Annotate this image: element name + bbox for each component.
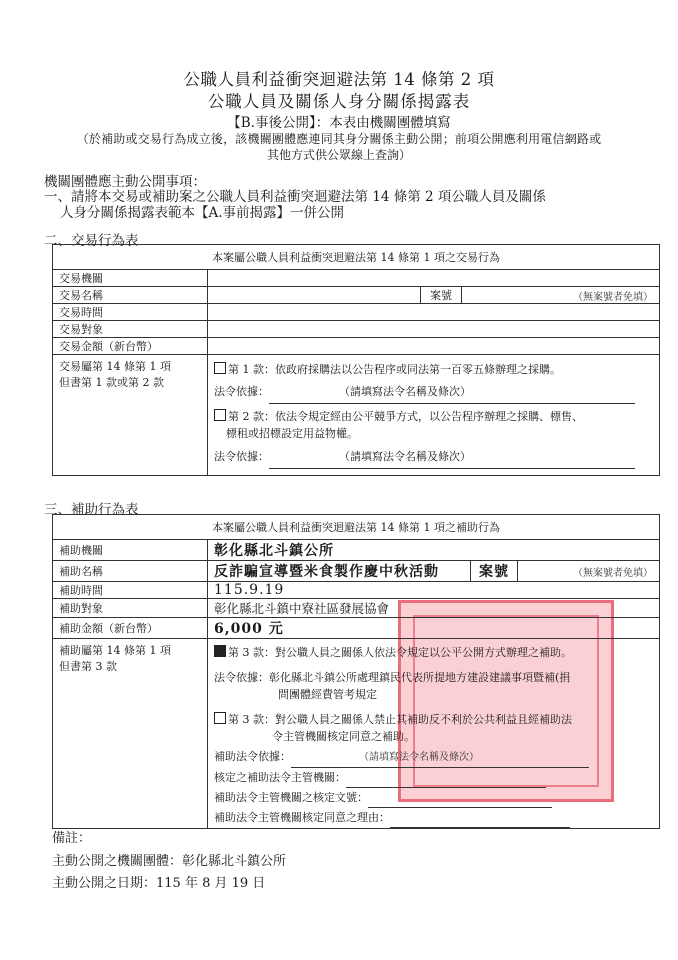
title-line-2: 公職人員及關係人身分關係揭露表 bbox=[207, 92, 471, 111]
value-subsidy-agency[interactable]: 彰化縣北斗鎮公所 bbox=[208, 540, 660, 561]
label-transaction-amount: 交易金額（新台幣） bbox=[53, 338, 208, 355]
label-transaction-target: 交易對象 bbox=[53, 321, 208, 338]
transaction-opt2-text-a: 第 2 款：依法令規定經由公平競爭方式，以公告程序辦理之採購、標售、 bbox=[228, 410, 583, 423]
label-transaction-time: 交易時間 bbox=[53, 304, 208, 321]
intro-item-1b: 人身分關係揭露表範本【A.事前揭露】一併公開 bbox=[60, 205, 345, 221]
value-transaction-name[interactable] bbox=[208, 287, 421, 304]
value-transaction-agency[interactable] bbox=[208, 270, 660, 287]
label-subsidy-amount: 補助金額（新台幣） bbox=[53, 618, 208, 639]
label-transaction-case-no: 案號 bbox=[421, 287, 462, 304]
checkbox-transaction-opt1[interactable] bbox=[214, 362, 226, 374]
subsidy-opt2-text-a: 第 3 款：對公職人員之關係人禁止其補助反不利於公共利益且經補助法 bbox=[228, 713, 572, 726]
subsidy-sub-reason-label: 補助法令主管機關核定同意之理由： bbox=[214, 811, 390, 824]
transaction-law-input-1[interactable] bbox=[269, 381, 635, 404]
notes-line-2: 主動公開之日期：115 年 8 月 19 日 bbox=[52, 876, 266, 891]
subsidy-sub-law-hint: （請填寫法令名稱及條次） bbox=[359, 752, 479, 763]
subsidy-sub-reason-input[interactable] bbox=[390, 808, 570, 828]
label-subsidy-belongs-1: 補助屬第 14 條第 1 項 bbox=[59, 644, 171, 657]
subsidy-law-label: 法令依據： bbox=[214, 671, 269, 684]
checkbox-subsidy-opt1[interactable] bbox=[214, 645, 226, 657]
value-transaction-amount[interactable] bbox=[208, 338, 660, 355]
notes-line-1: 主動公開之機關團體：彰化縣北斗鎮公所 bbox=[52, 854, 287, 869]
case-no-note: （無案號者免填） bbox=[573, 291, 653, 303]
notes-title: 備註： bbox=[52, 831, 92, 846]
value-transaction-time[interactable] bbox=[208, 304, 660, 321]
section-3-title: 三、補助行為表 bbox=[44, 502, 139, 518]
value-transaction-target[interactable] bbox=[208, 321, 660, 338]
transaction-law-hint-2: （請填寫法令名稱及條次） bbox=[339, 450, 471, 463]
subsidy-sub-law-input[interactable] bbox=[291, 748, 589, 768]
intro-heading: 機關團體應主動公開事項： bbox=[44, 174, 206, 190]
label-transaction-belongs-2: 但書第 1 款或第 2 款 bbox=[59, 376, 164, 389]
checkbox-transaction-opt2[interactable] bbox=[214, 409, 226, 421]
subsidy-opt1-text: 第 3 款：對公職人員之關係人依法令規定以公平公開方式辦理之補助。 bbox=[228, 646, 572, 659]
label-subsidy-time: 補助時間 bbox=[53, 582, 208, 599]
subsidy-sub-doc-label: 補助法令主管機關之核定文號： bbox=[214, 791, 368, 804]
header-note-2: 其他方式供公眾線上查詢） bbox=[266, 148, 411, 162]
transaction-law-label-2: 法令依據： bbox=[214, 450, 269, 463]
transaction-law-label-1: 法令依據： bbox=[214, 385, 269, 398]
label-subsidy-case-no: 案號 bbox=[471, 561, 518, 582]
transaction-opt2-text-b: 標租或招標設定用益物權。 bbox=[226, 427, 358, 440]
subsidy-table-header: 本案屬公職人員利益衝突迴避法第 14 條第 1 項之補助行為 bbox=[53, 515, 660, 540]
title-line-1: 公職人員利益衝突迴避法第 14 條第 2 項 bbox=[183, 70, 495, 89]
label-transaction-name: 交易名稱 bbox=[53, 287, 208, 304]
value-subsidy-time[interactable]: 115.9.19 bbox=[208, 582, 660, 599]
section-2-title: 二、交易行為表 bbox=[44, 233, 139, 249]
subsidy-sub-doc-input[interactable] bbox=[368, 788, 552, 808]
subsidy-sub-agency-label: 核定之補助法令主管機關： bbox=[214, 771, 346, 784]
label-transaction-belongs-1: 交易屬第 14 條第 1 項 bbox=[59, 360, 171, 373]
subsidy-opt2-text-b: 令主管機關核定同意之補助。 bbox=[272, 730, 415, 743]
title-line-3: 【B.事後公開】：本表由機關團體填寫 bbox=[227, 115, 451, 131]
value-subsidy-target[interactable]: 彰化縣北斗鎮中寮社區發展協會 bbox=[208, 599, 660, 618]
label-subsidy-target: 補助對象 bbox=[53, 599, 208, 618]
intro-item-1: 一、請將本交易或補助案之公職人員利益衝突迴避法第 14 條第 2 項公職人員及關係 bbox=[44, 189, 546, 205]
subsidy-sub-law-label: 補助法令依據： bbox=[214, 750, 291, 763]
subsidy-law-value-1[interactable]: 彰化縣北斗鎮公所處理鎮民代表所提地方建設建議事項暨補(捐 bbox=[269, 671, 571, 684]
checkbox-subsidy-opt2[interactable] bbox=[214, 712, 226, 724]
transaction-table-header: 本案屬公職人員利益衝突迴避法第 14 條第 1 項之交易行為 bbox=[53, 245, 660, 270]
label-subsidy-name: 補助名稱 bbox=[53, 561, 208, 582]
subsidy-sub-agency-input[interactable] bbox=[346, 768, 546, 788]
transaction-law-input-2[interactable] bbox=[269, 446, 635, 469]
label-subsidy-agency: 補助機關 bbox=[53, 540, 208, 561]
subsidy-case-no-note: （無案號者免填） bbox=[573, 567, 653, 579]
subsidy-law-value-2: 問團體經費管考規定 bbox=[278, 688, 377, 701]
label-subsidy-belongs-2: 但書第 3 款 bbox=[59, 660, 117, 673]
transaction-opt1-text: 第 1 款：依政府採購法以公告程序或同法第一百零五條辦理之採購。 bbox=[228, 363, 561, 376]
value-subsidy-name[interactable]: 反詐騙宣導暨米食製作慶中秋活動 bbox=[208, 561, 471, 582]
header-note-1: （於補助或交易行為成立後，該機關團體應連同其身分關係主動公開；前項公開應利用電信網路或 bbox=[76, 132, 602, 146]
subsidy-table bbox=[52, 514, 660, 829]
transaction-table bbox=[52, 244, 660, 476]
label-transaction-agency: 交易機關 bbox=[53, 270, 208, 287]
transaction-law-hint-1: （請填寫法令名稱及條次） bbox=[339, 385, 471, 398]
value-subsidy-amount[interactable]: 6,000 元 bbox=[208, 618, 660, 639]
